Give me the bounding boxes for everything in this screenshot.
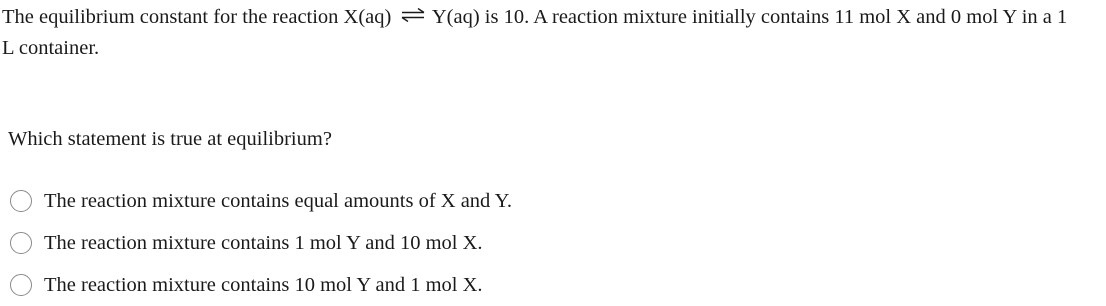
question-prompt: Which statement is true at equilibrium? xyxy=(8,128,332,150)
equilibrium-arrows-icon xyxy=(401,1,425,31)
answer-option-2[interactable] xyxy=(8,222,512,264)
answer-option-label: The reaction mixture contains equal amounts of X and Y. xyxy=(44,190,512,212)
stem-text-part2: Y(aq) is 10. A reaction mixture initially contains 11 mol X and 0 mol Y in a 1 L container. xyxy=(2,6,1068,60)
radio-button-icon[interactable] xyxy=(10,190,32,212)
answer-option-1[interactable] xyxy=(8,180,512,222)
answer-option-3[interactable] xyxy=(8,264,512,306)
answer-option-label: The reaction mixture contains 10 mol Y and 1 mol X. xyxy=(44,274,483,296)
answer-option-label: The reaction mixture contains 1 mol Y and 10 mol X. xyxy=(44,232,483,254)
answer-options xyxy=(8,180,512,306)
question-stem xyxy=(2,2,1072,63)
radio-button-icon[interactable] xyxy=(10,274,32,296)
radio-button-icon[interactable] xyxy=(10,232,32,254)
stem-text-part1: The equilibrium constant for the reaction X(aq) xyxy=(2,6,397,28)
